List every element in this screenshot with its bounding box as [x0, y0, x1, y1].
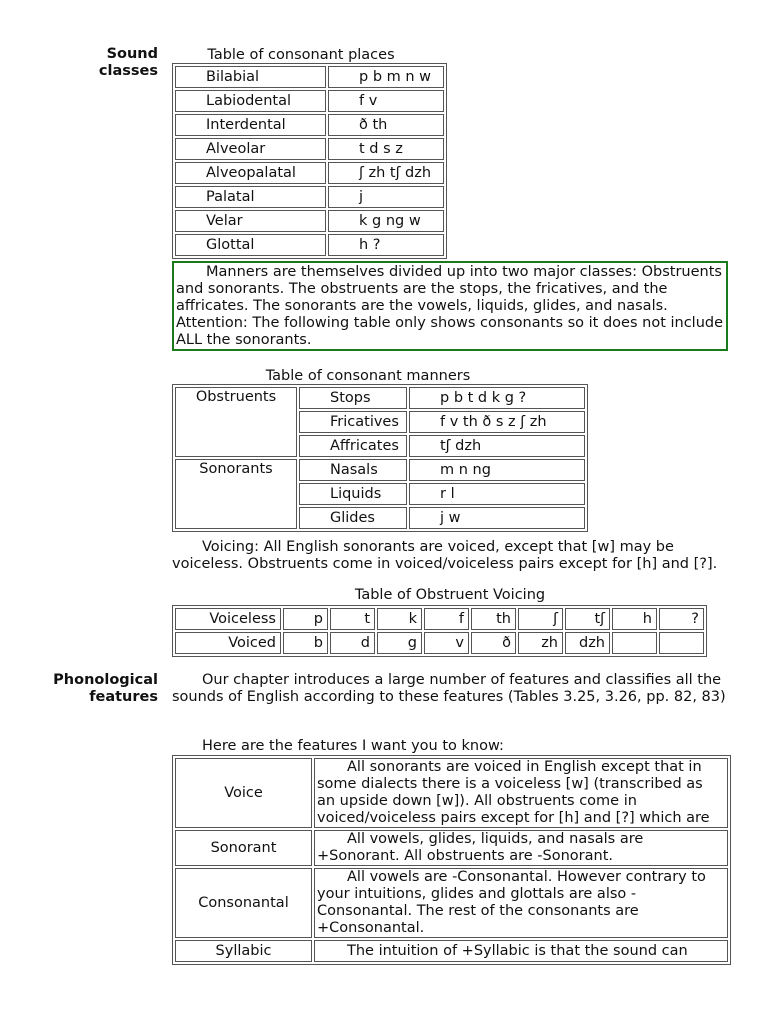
- place-name-cell: Bilabial: [175, 66, 326, 88]
- table-row: [175, 162, 444, 184]
- voicing-row-label: Voiced: [175, 632, 281, 654]
- manner-sounds-cell: j w: [409, 507, 585, 529]
- table-row: [175, 459, 585, 481]
- table-row: [175, 758, 728, 828]
- table-row: [175, 210, 444, 232]
- manner-class-cell: Sonorants: [175, 459, 297, 529]
- manner-name-cell: Fricatives: [299, 411, 407, 433]
- manners-table-caption: Table of consonant manners: [265, 368, 471, 384]
- manner-name-cell: Affricates: [299, 435, 407, 457]
- place-sounds-cell: ʃ zh tʃ dzh: [328, 162, 444, 184]
- voicing-note: Voicing: All English sonorants are voiced, except that [w] may be voiceless. Obstruents come in voiced/voiceless pairs except for [h] and [?].: [172, 539, 718, 572]
- table-row: [175, 66, 444, 88]
- place-name-cell: Glottal: [175, 234, 326, 256]
- feature-name-cell: Voice: [175, 758, 312, 828]
- place-sounds-cell: p b m n w: [328, 66, 444, 88]
- feature-desc-cell: All vowels are -Consonantal. However contrary to your intuitions, glides and glottals are also -Consonantal. The rest of the consonants are +Consonantal.: [314, 868, 728, 938]
- voicing-table: [172, 605, 707, 657]
- table-row: [175, 940, 728, 962]
- table-row: [175, 114, 444, 136]
- features-intro: Our chapter introduces a large number of features and classifies all the sounds of English according to these features (Tables 3.25, 3.26, pp. 82, 83): [172, 672, 726, 705]
- voicing-cell: f: [424, 608, 469, 630]
- table-row: [175, 868, 728, 938]
- features-lead: Here are the features I want you to know:: [202, 738, 504, 754]
- feature-name-cell: Sonorant: [175, 830, 312, 866]
- place-name-cell: Alveolar: [175, 138, 326, 160]
- manner-class-cell: Obstruents: [175, 387, 297, 457]
- manner-name-cell: Stops: [299, 387, 407, 409]
- feature-desc-cell: All vowels, glides, liquids, and nasals are +Sonorant. All obstruents are -Sonorant.: [314, 830, 728, 866]
- voicing-cell: g: [377, 632, 422, 654]
- place-name-cell: Alveopalatal: [175, 162, 326, 184]
- table-row: [175, 90, 444, 112]
- voicing-cell: b: [283, 632, 328, 654]
- feature-desc-cell: All sonorants are voiced in English except that in some dialects there is a voiceless [w] (transcribed as an upside down [w]). All obstruents come in voiced/voiceless pairs except for [h] and [?] which are: [314, 758, 728, 828]
- voicing-cell: ð: [471, 632, 516, 654]
- voicing-cell: dzh: [565, 632, 610, 654]
- manners-note-text: Manners are themselves divided up into two major classes: Obstruents and sonorants. The obstruents are the stops, the fricatives, and the affricates. The sonorants are the vowels, liquids, glides, and nasals. Attention: The following table only shows consonants so it does not include ALL the sonorants.: [176, 264, 724, 348]
- voicing-cell: th: [471, 608, 516, 630]
- voicing-cell: d: [330, 632, 375, 654]
- place-sounds-cell: k g ng w: [328, 210, 444, 232]
- place-sounds-cell: j: [328, 186, 444, 208]
- voicing-cell: zh: [518, 632, 563, 654]
- feature-name-cell: Syllabic: [175, 940, 312, 962]
- place-name-cell: Labiodental: [175, 90, 326, 112]
- table-row: [175, 186, 444, 208]
- section-label-phonological-features: Phonological features: [53, 672, 158, 705]
- voicing-cell: tʃ: [565, 608, 610, 630]
- feature-desc-cell: The intuition of +Syllabic is that the sound can: [314, 940, 728, 962]
- table-row: [175, 830, 728, 866]
- manners-table: [172, 384, 588, 532]
- voicing-table-caption: Table of Obstruent Voicing: [354, 587, 546, 603]
- manners-note-box: [172, 261, 728, 351]
- voicing-cell: ʃ: [518, 608, 563, 630]
- place-name-cell: Velar: [175, 210, 326, 232]
- voicing-cell: ?: [659, 608, 704, 630]
- voicing-cell: k: [377, 608, 422, 630]
- places-table-caption: Table of consonant places: [207, 47, 395, 63]
- place-sounds-cell: h ?: [328, 234, 444, 256]
- voicing-cell: h: [612, 608, 657, 630]
- place-sounds-cell: t d s z: [328, 138, 444, 160]
- voicing-cell: p: [283, 608, 328, 630]
- place-sounds-cell: ð th: [328, 114, 444, 136]
- table-row: [175, 632, 704, 654]
- table-row: [175, 234, 444, 256]
- voicing-cell: t: [330, 608, 375, 630]
- manner-sounds-cell: m n ng: [409, 459, 585, 481]
- place-name-cell: Interdental: [175, 114, 326, 136]
- voicing-cell: [612, 632, 657, 654]
- voicing-cell: v: [424, 632, 469, 654]
- features-table: [172, 755, 731, 965]
- table-row: [175, 387, 585, 409]
- places-table: [172, 63, 447, 259]
- section-label-sound-classes: Sound classes: [98, 46, 158, 79]
- place-name-cell: Palatal: [175, 186, 326, 208]
- manner-sounds-cell: p b t d k g ?: [409, 387, 585, 409]
- manner-sounds-cell: tʃ dzh: [409, 435, 585, 457]
- voicing-row-label: Voiceless: [175, 608, 281, 630]
- manner-sounds-cell: f v th ð s z ʃ zh: [409, 411, 585, 433]
- feature-name-cell: Consonantal: [175, 868, 312, 938]
- table-row: [175, 608, 704, 630]
- table-row: [175, 138, 444, 160]
- manner-name-cell: Nasals: [299, 459, 407, 481]
- manner-sounds-cell: r l: [409, 483, 585, 505]
- voicing-cell: [659, 632, 704, 654]
- manner-name-cell: Liquids: [299, 483, 407, 505]
- manner-name-cell: Glides: [299, 507, 407, 529]
- place-sounds-cell: f v: [328, 90, 444, 112]
